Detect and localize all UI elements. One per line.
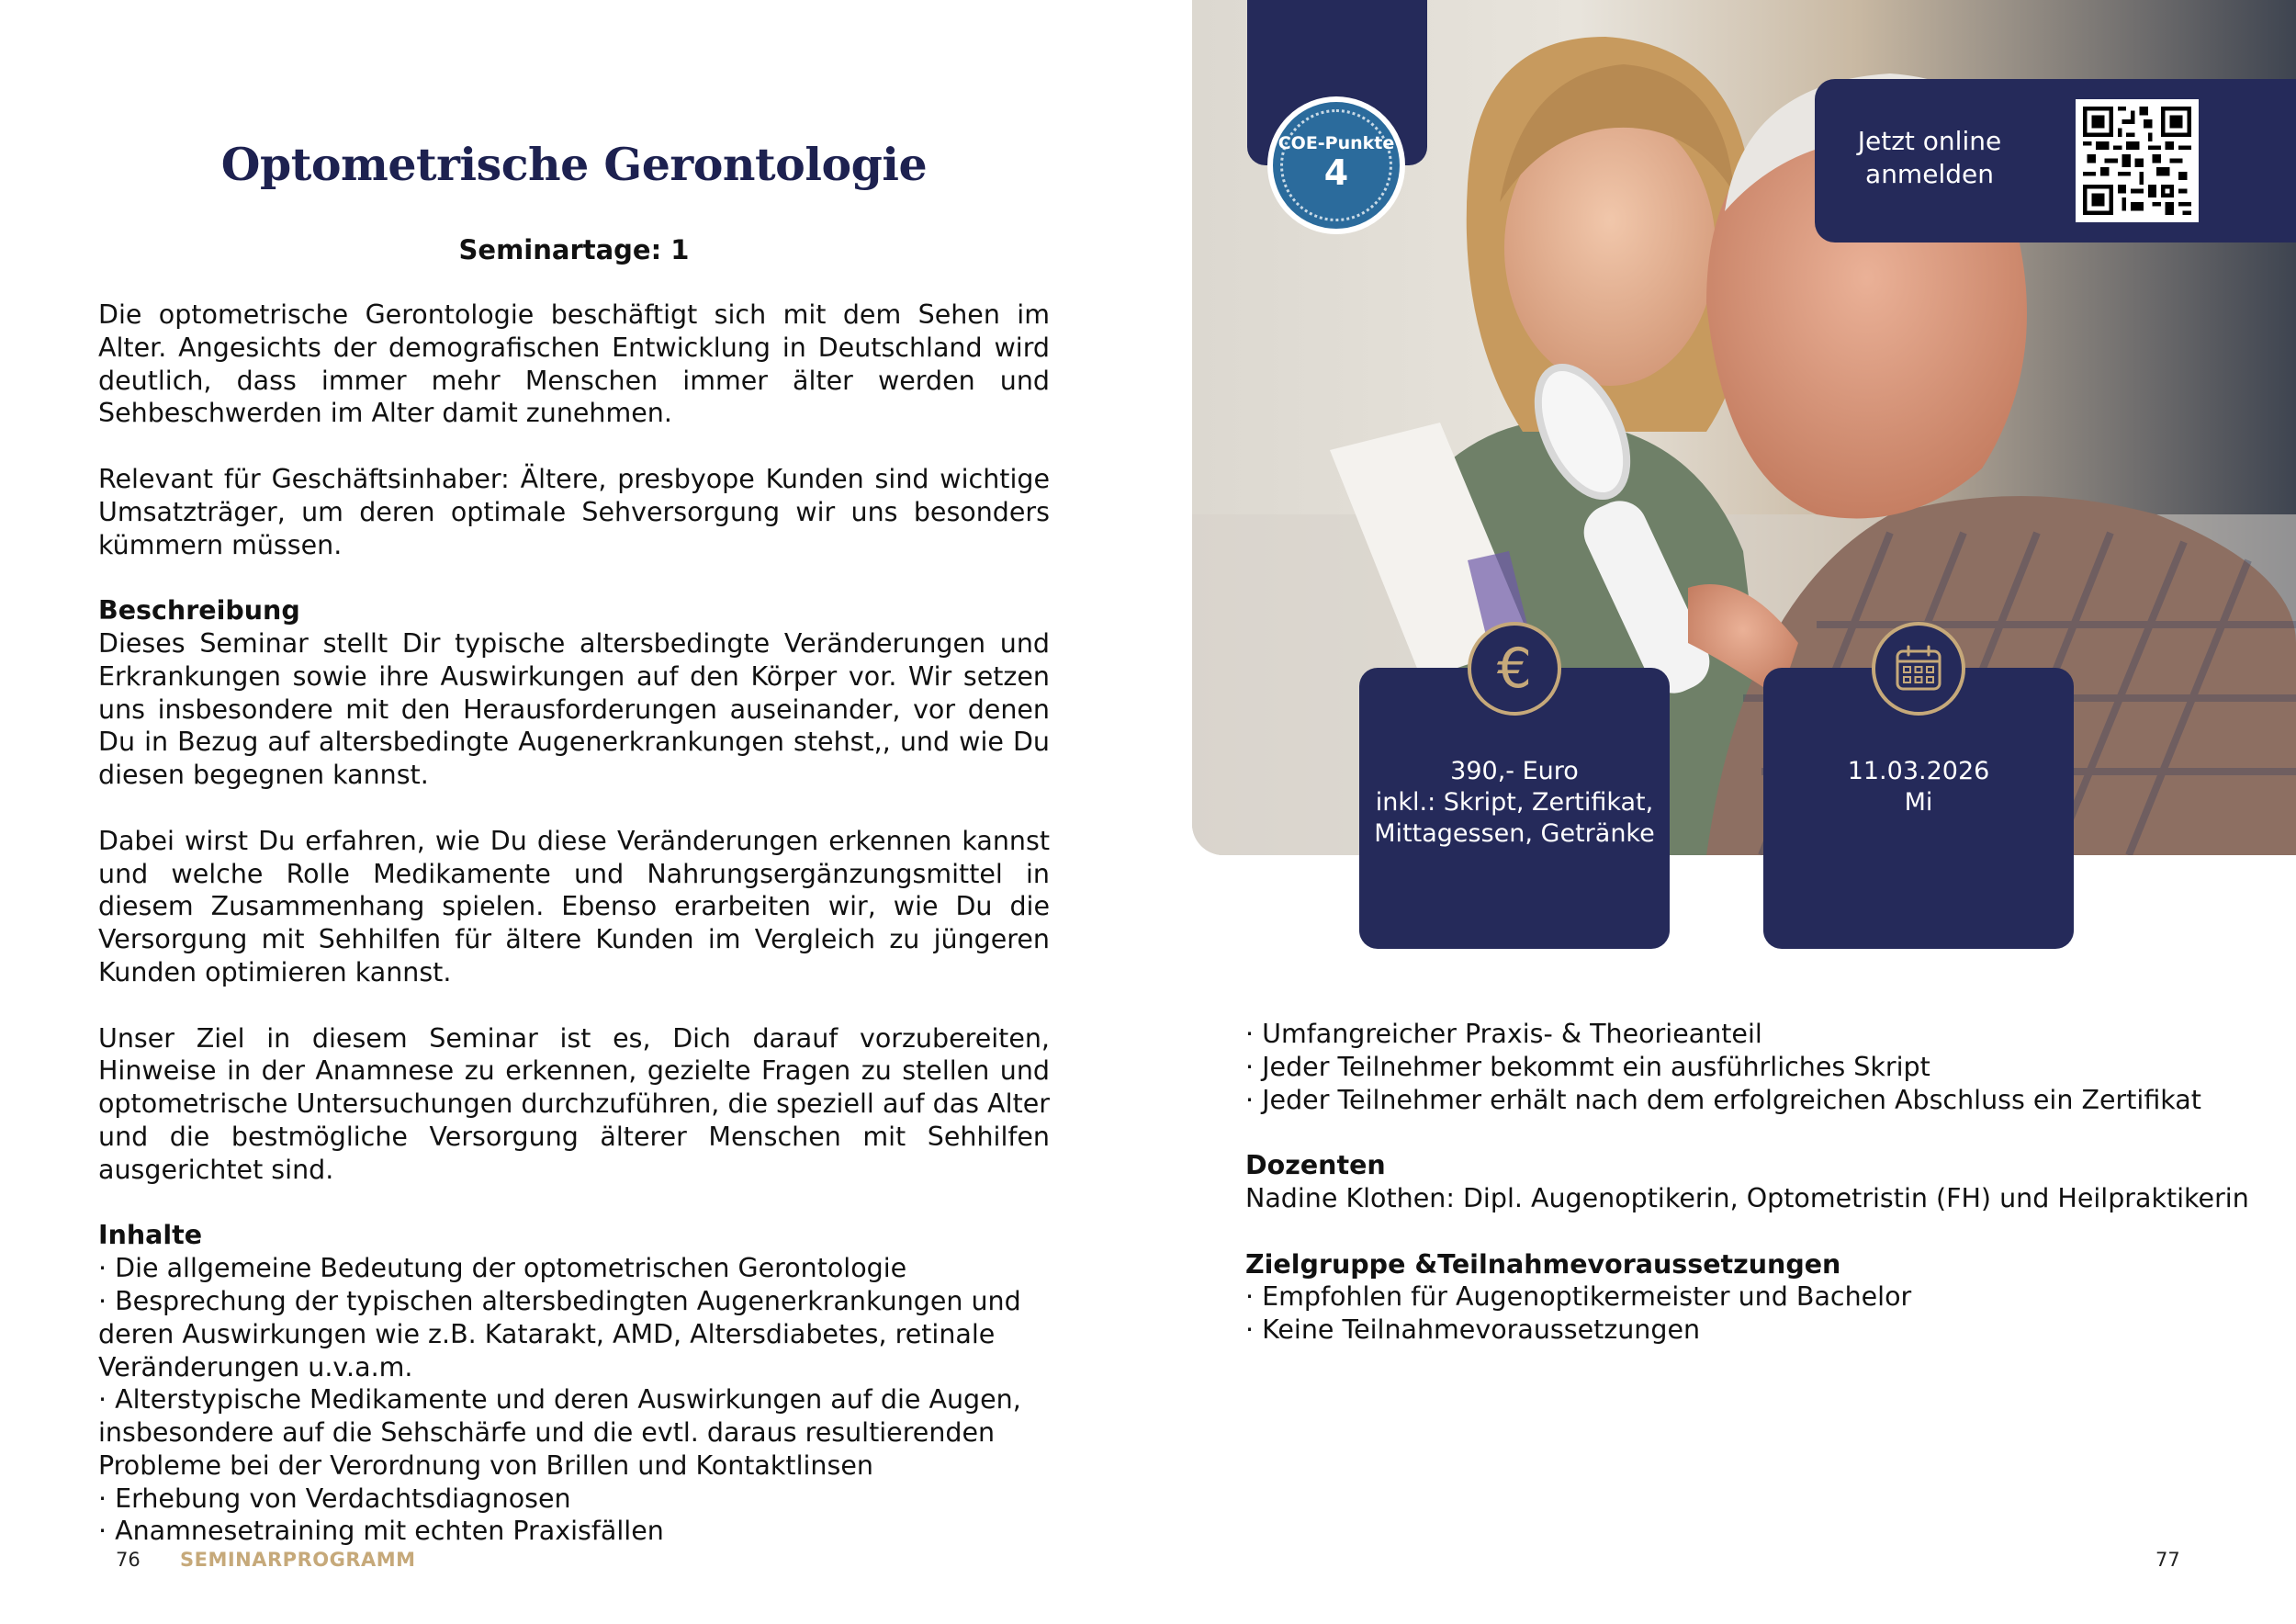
list-item: · Jeder Teilnehmer bekommt ein ausführliches Skript [1245, 1051, 2256, 1084]
price-text [1368, 756, 1660, 850]
contents-heading: Inhalte [98, 1220, 203, 1251]
price-inclusions-2: Mittagessen, Getränke [1374, 819, 1655, 848]
list-item: · Erhebung von Verdachtsdiagnosen [98, 1483, 1050, 1516]
price-inclusions-1: inkl.: Skript, Zertifikat, [1375, 788, 1654, 817]
coe-badge [1267, 96, 1405, 234]
list-item: · Anamnesetraining mit echten Praxisfällen [98, 1515, 1050, 1548]
features-list [1245, 1018, 2256, 1116]
online-registration[interactable] [1815, 79, 2296, 242]
seminar-date: 11.03.2026 [1847, 757, 1990, 785]
target-group-heading: Zielgruppe &Teilnahmevoraussetzungen [1245, 1248, 1841, 1280]
date-text [1773, 756, 2065, 818]
list-item: · Die allgemeine Bedeutung der optometrischen Gerontologie [98, 1252, 1050, 1285]
page-title: Optometrische Gerontologie [220, 138, 928, 191]
list-item: · Empfohlen für Augenoptikermeister und Bachelor [1245, 1280, 2256, 1314]
list-item: · Keine Teilnahmevoraussetzungen [1245, 1314, 2256, 1347]
qr-code[interactable] [2076, 99, 2199, 222]
contents-list [98, 1252, 1050, 1548]
price-amount: 390,- Euro [1450, 757, 1579, 785]
description-heading: Beschreibung [98, 595, 300, 626]
seminar-details [1245, 1018, 2256, 1347]
lecturers-text: Nadine Klothen: Dipl. Augenoptikerin, Optometristin (FH) und Heilpraktikerin [1245, 1182, 2249, 1213]
euro-glyph: € [1496, 637, 1533, 701]
euro-icon [1468, 622, 1561, 716]
seminar-body [98, 299, 1050, 1548]
intro-paragraph-2: Relevant für Geschäftsinhaber: Ältere, presbyope Kunden sind wichtige Umsatzträger, um deren optimale Sehversorgung wir uns besonders kümmern müssen. [98, 463, 1050, 560]
seminar-days: Seminartage: 1 [458, 234, 690, 265]
calendar-glyph [1893, 643, 1944, 694]
lecturers-heading: Dozenten [1245, 1150, 1386, 1181]
coe-badge-ring [1280, 109, 1392, 221]
page-number-left: 76 [116, 1549, 141, 1571]
intro-paragraph-1: Die optometrische Gerontologie beschäftigt sich mit dem Sehen im Alter. Angesichts der demografischen Entwicklung in Deutschland wird deutlich, dass immer mehr Menschen immer älter werden und Sehbeschwerden im Alter damit zunehmen. [98, 299, 1050, 429]
coe-label: COE-Punkte [1277, 133, 1395, 153]
qr-code-icon [2083, 107, 2191, 215]
coe-value: 4 [1323, 152, 1349, 193]
page-number-right: 77 [2155, 1549, 2180, 1571]
calendar-icon [1872, 622, 1965, 716]
list-item: · Alterstypische Medikamente und deren Auswirkungen auf die Augen, insbesondere auf die Sehschärfe und die evtl. daraus resultierenden Probleme bei der Verordnung von Brillen und Kontaktlinsen [98, 1383, 1050, 1482]
description-paragraph-2: Dabei wirst Du erfahren, wie Du diese Veränderungen erkennen kannst und welche Rolle Medikamente und Nahrungsergänzungsmittel in diesem Zusammenhang spielen. Ebenso erarbeiten wir, wie Du die Versorgung mit Sehhilfen für ältere Kunden im Vergleich zu jüngeren Kunden optimieren kannst. [98, 825, 1050, 987]
description-paragraph-1: Dieses Seminar stellt Dir typische altersbedingte Veränderungen und Erkrankungen sowie ihre Auswirkungen auf den Körper vor. Wir setzen uns insbesondere mit den Herausforderungen auseinander, vor denen Du in Bezug auf altersbedingte Augenerkrankungen stehst,, und wie Du diesen begegnen kannst. [98, 627, 1050, 791]
list-item: · Jeder Teilnehmer erhält nach dem erfolgreichen Abschluss ein Zertifikat [1245, 1084, 2256, 1117]
register-text[interactable]: Jetzt online anmelden [1857, 126, 2002, 189]
section-label: SEMINARPROGRAMM [180, 1549, 416, 1571]
seminar-weekday: Mi [1904, 788, 1933, 817]
target-group-list [1245, 1280, 2256, 1347]
list-item: · Besprechung der typischen altersbedingten Augenerkrankungen und deren Auswirkungen wie z.B. Katarakt, AMD, Altersdiabetes, retinale Veränderungen u.v.a.m. [98, 1285, 1050, 1383]
list-item: · Umfangreicher Praxis- & Theorieanteil [1245, 1018, 2256, 1051]
description-paragraph-3: Unser Ziel in diesem Seminar ist es, Dich darauf vorzubereiten, Hinweise in der Anamnese zu erkennen, gezielte Fragen zu stellen und optometrische Untersuchungen durchzuführen, die speziell auf das Alter und die bestmögliche Versorgung älterer Menschen mit Sehhilfen ausgerichtet sind. [98, 1022, 1050, 1185]
